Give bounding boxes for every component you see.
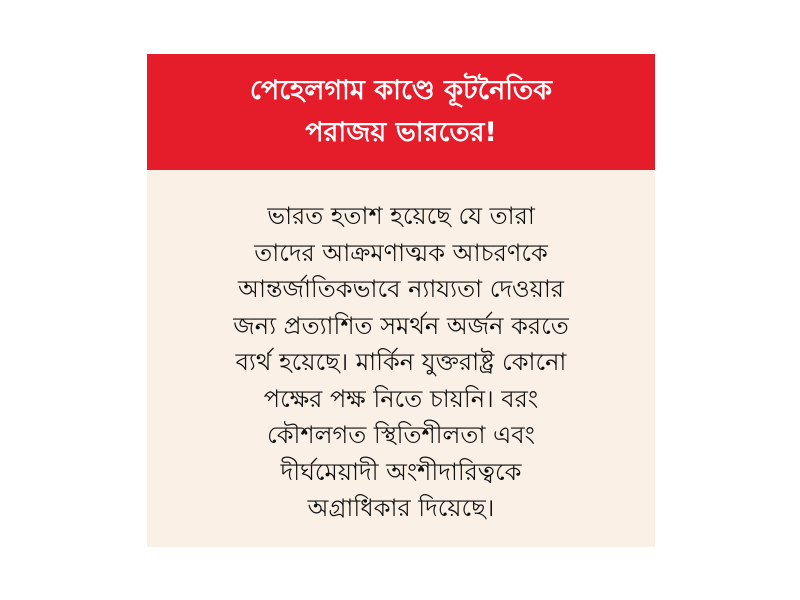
body-line-3: আন্তর্জাতিকভাবে ন্যায্যতা দেওয়ার xyxy=(237,275,565,303)
body-line-6: পক্ষের পক্ষ নিতে চায়নি। বরং xyxy=(263,384,539,413)
body-line-8: দীর্ঘমেয়াদী অংশীদারিত্বকে xyxy=(280,457,522,486)
headline-banner xyxy=(147,54,655,170)
body-line-7: কৌশলগত স্থিতিশীলতা এবং xyxy=(267,421,535,449)
headline-line-2: পরাজয় ভারতের! xyxy=(305,117,497,148)
quote-body xyxy=(147,170,655,547)
body-line-1: ভারত হতাশ হয়েছে যে তারা xyxy=(267,202,535,230)
headline-line-1: পেহেলগাম কাণ্ডে কূটনৈতিক xyxy=(249,75,553,106)
body-line-5: ব্যর্থ হয়েছে। মার্কিন যুক্তরাষ্ট্র কোনো xyxy=(235,348,567,376)
quote-card xyxy=(147,54,655,547)
body-line-4: জন্য প্রত্যাশিত সমর্থন অর্জন করতে xyxy=(233,311,569,340)
body-line-2: তাদের আক্রমণাত্মক আচরণকে xyxy=(254,238,548,267)
body-line-9: অগ্রাধিকার দিয়েছে। xyxy=(307,494,495,522)
